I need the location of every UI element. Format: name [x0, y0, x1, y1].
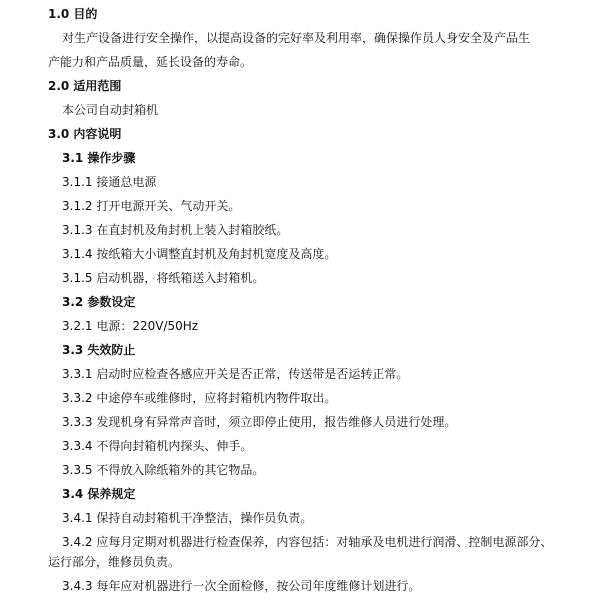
list-item: 3.3.1 启动时应检查各感应开关是否正常，传送带是否运转正常。 — [62, 367, 409, 381]
section-3-title: 3.0 内容说明 — [48, 127, 122, 141]
list-item: 3.3.4 不得向封箱机内探头、伸手。 — [62, 439, 253, 453]
list-item: 3.3.3 发现机身有异常声音时，须立即停止使用，报告维修人员进行处理。 — [62, 415, 457, 429]
list-item: 3.3.2 中途停车或维修时，应将封箱机内物件取出。 — [62, 391, 337, 405]
section-1-title: 1.0 目的 — [48, 7, 98, 21]
section-2-body: 本公司自动封箱机 — [62, 103, 159, 117]
section-3-1-title: 3.1 操作步骤 — [62, 151, 136, 165]
section-3-3-title: 3.3 失效防止 — [62, 343, 136, 357]
list-item: 3.1.1 接通总电源 — [62, 175, 157, 189]
list-item: 3.1.4 按纸箱大小调整直封机及角封机宽度及高度。 — [62, 247, 337, 261]
list-item: 3.2.1 电源：220V/50Hz — [62, 319, 199, 333]
list-item: 3.3.5 不得放入除纸箱外的其它物品。 — [62, 463, 265, 477]
section-3-4-title: 3.4 保养规定 — [62, 487, 136, 501]
section-3-2-title: 3.2 参数设定 — [62, 295, 136, 309]
section-1-body-line-2: 产能力和产品质量，延长设备的寿命。 — [48, 55, 253, 69]
list-item: 3.4.2 应每月定期对机器进行检查保养，内容包括：对轴承及电机进行润滑、控制电源部分、 — [62, 535, 553, 549]
list-item: 3.1.5 启动机器，将纸箱送入封箱机。 — [62, 271, 265, 285]
list-item-continuation: 运行部分，维修员负责。 — [48, 555, 181, 569]
list-item: 3.4.3 每年应对机器进行一次全面检修，按公司年度维修计划进行。 — [62, 579, 421, 593]
section-2-title: 2.0 适用范围 — [48, 79, 122, 93]
list-item: 3.1.2 打开电源开关、气动开关。 — [62, 199, 241, 213]
list-item: 3.4.1 保持自动封箱机干净整洁，操作员负责。 — [62, 511, 313, 525]
list-item: 3.1.3 在直封机及角封机上装入封箱胶纸。 — [62, 223, 289, 237]
section-1-body-line-1: 对生产设备进行安全操作，以提高设备的完好率及利用率，确保操作员人身安全及产品生 — [62, 31, 531, 45]
